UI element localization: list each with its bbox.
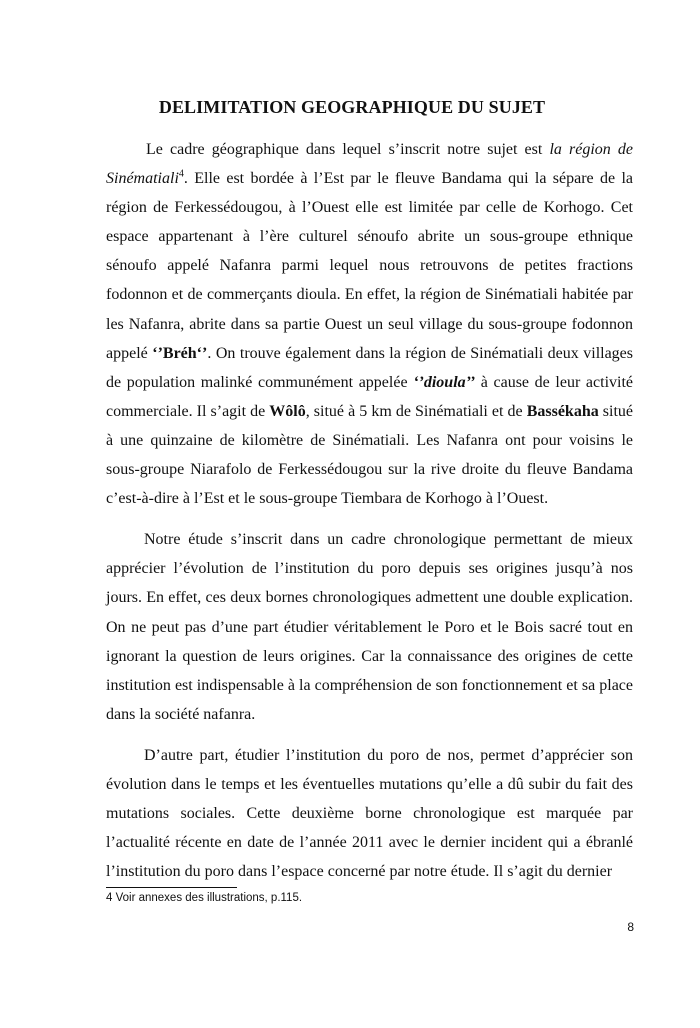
page-number: 8 [627, 920, 634, 934]
text-run: Le cadre géographique dans lequel s’inscrit notre sujet est [146, 141, 550, 158]
document-body [106, 135, 633, 886]
region-name-italic: la région de Sinématiali [106, 141, 634, 188]
footnote: 4 Voir annexes des illustrations, p.115. [106, 892, 303, 904]
text-run: à cause de leur activité commerciale. Il s’agit de [106, 373, 634, 420]
text-run: . On trouve également dans la région de Sinématiali deux villages de population malinké communément appelée [106, 344, 634, 391]
footnote-reference: 4 [178, 168, 184, 180]
text-run: situé à une quinzaine de kilomètre de Sinématiali. Les Nafanra ont pour voisins le sous-groupe Niarafolo de Ferkessédougou sur la rive droite du fleuve Bandama c’est-à-dire à l’Est et le sous-groupe Tiembara de Korhogo à l’Ouest. [106, 402, 634, 508]
text-run: . Elle est bordée à l’Est par le fleuve Bandama qui la sépare de la région de Ferkessédougou, à l’Ouest elle est limitée par celle de Korhogo. Cet espace appartenant à l’ère culturel sénoufo abrite un sous-groupe ethnique sénoufo appelé Nafanra parmi lequel nous retrouvons de petites fractions fodonnon et de commerçants dioula. En effet, la région de Sinématiali habitée par les Nafanra, abrite dans sa partie Ouest un seul village du sous-groupe fodonnon appelé [106, 170, 633, 362]
term-dioula [413, 374, 475, 391]
footnote-separator [106, 887, 237, 888]
village-name-bassekaha: Bassékaha [526, 402, 599, 420]
section-title: DELIMITATION GEOGRAPHIQUE DU SUJET [158, 97, 546, 117]
term-dioula-text: ‘’dioula’’ [413, 373, 476, 391]
paragraph-evolution: D’autre part, étudier l’institution du poro de nos, permet d’apprécier son évolution dans le temps et les éventuelles mutations qu’elle a dû subir du fait des mutations sociales. Cette deuxième borne chronologique est marquée par l’actualité récente en date de l’année 2011 avec le dernier incident qui a ébranlé l’institution du poro dans l’espace concerné par notre étude. Il s’agit du dernier [106, 746, 633, 881]
paragraph-geographic-frame [106, 135, 633, 513]
village-name-breh: ‘’Bréh‘’ [152, 344, 208, 362]
village-name-wolo: Wôlô [269, 402, 306, 420]
paragraph-chronological-frame: Notre étude s’inscrit dans un cadre chronologique permettant de mieux apprécier l’évolution de l’institution du poro depuis ses origines jusqu’à nos jours. En effet, ces deux bornes chronologiques admettent une double explication. On ne peut pas d’une part étudier véritablement le Poro et le Bois sacré tout en ignorant la question de leurs origines. Car la connaissance des origines de cette institution est indispensable à la compréhension de son fonctionnement et sa place dans la société nafanra. [106, 531, 633, 723]
text-run: , situé à 5 km de Sinématiali et de [305, 402, 527, 420]
